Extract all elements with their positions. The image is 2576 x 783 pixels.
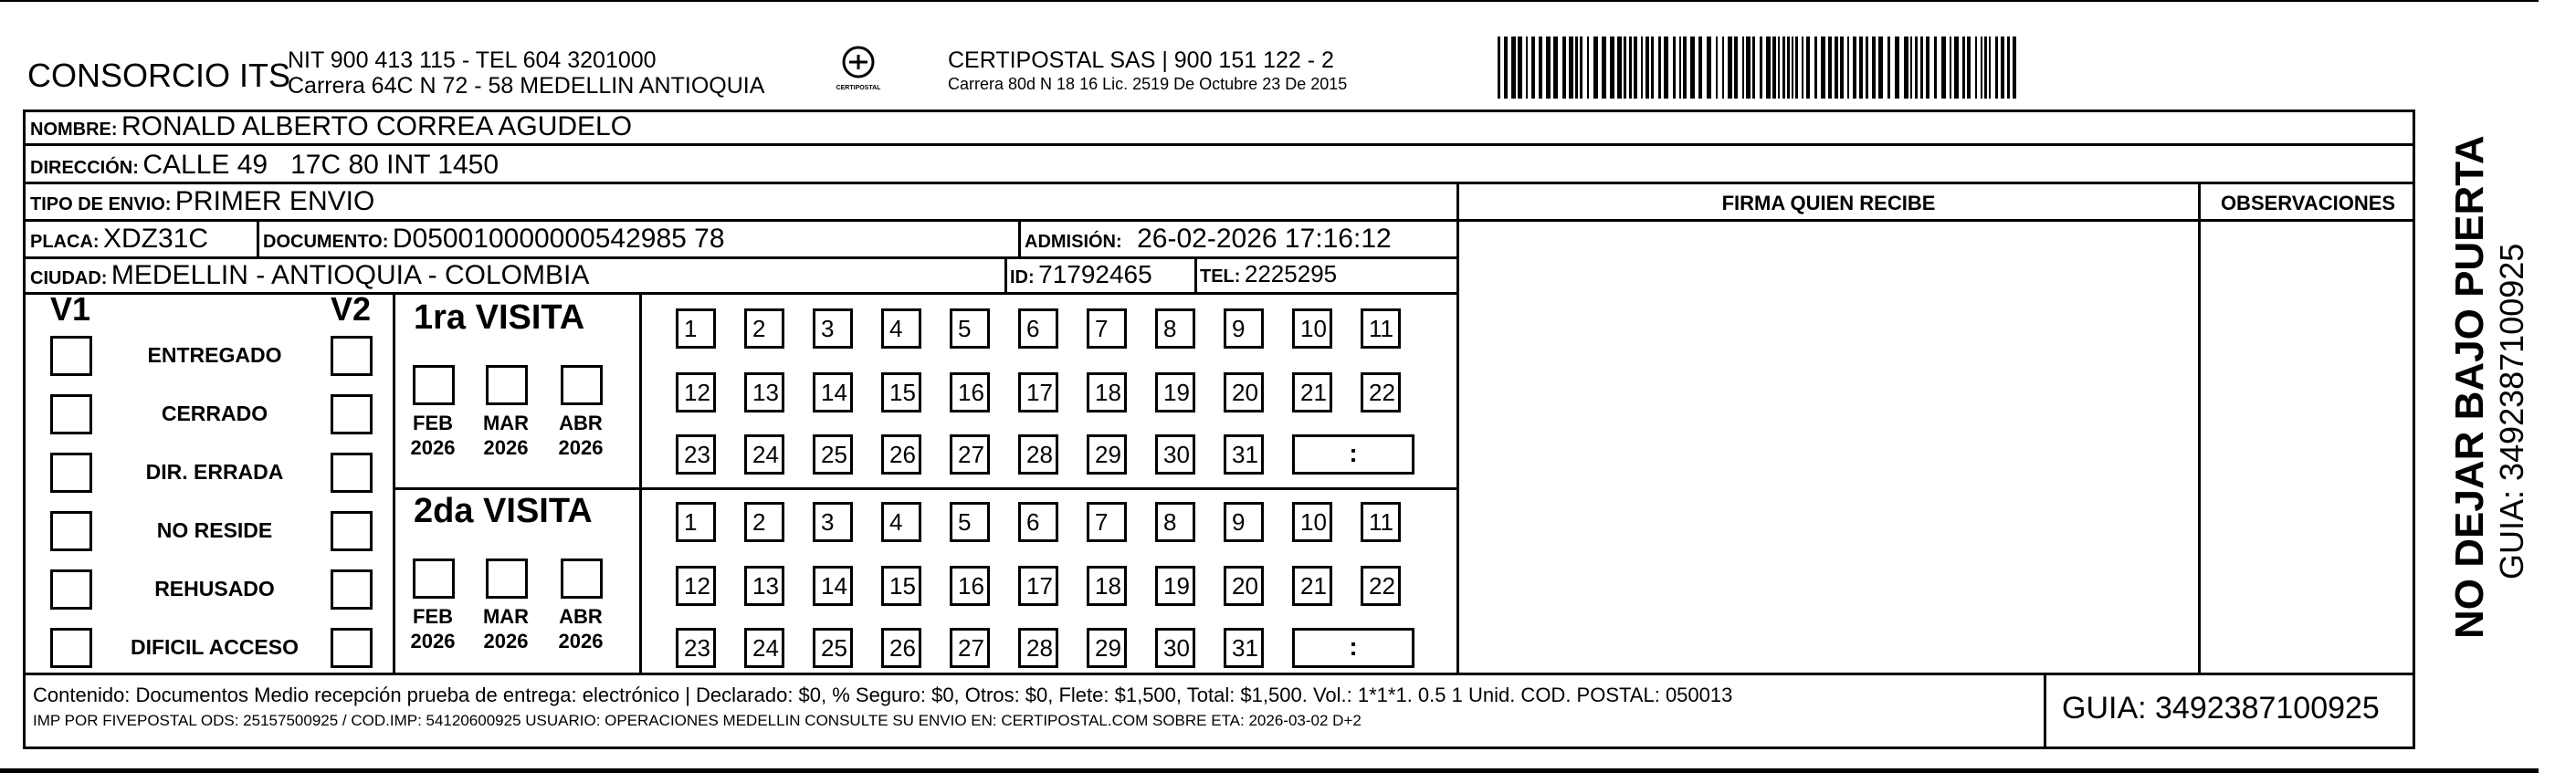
day-box[interactable]: 6 bbox=[1018, 502, 1058, 542]
month-name: FEB bbox=[413, 412, 453, 434]
barcode-bar bbox=[1920, 37, 1923, 99]
barcode-bar bbox=[1629, 37, 1632, 99]
day-box[interactable]: 18 bbox=[1087, 372, 1127, 412]
status-label: NO RESIDE bbox=[156, 518, 273, 542]
v1-checkbox[interactable] bbox=[50, 336, 92, 376]
id-value: 71792465 bbox=[1038, 260, 1152, 288]
barcode-bar bbox=[1580, 37, 1582, 99]
day-box[interactable]: 21 bbox=[1292, 372, 1332, 412]
barcode-bar bbox=[1553, 37, 1558, 99]
barcode-bar bbox=[1624, 37, 1626, 99]
carrier-address: Carrera 80d N 18 16 Lic. 2519 De Octubre 23 De 2015 bbox=[948, 75, 1348, 93]
row-line bbox=[23, 143, 2415, 146]
placa-value: XDZ31C bbox=[103, 224, 209, 254]
day-box[interactable]: 10 bbox=[1292, 308, 1332, 349]
guia-footer: GUIA: 3492387100925 bbox=[2062, 691, 2380, 726]
month-year: 2026 bbox=[558, 436, 604, 459]
placa-row bbox=[30, 224, 208, 255]
barcode-bar bbox=[1806, 37, 1810, 99]
month-name: MAR bbox=[482, 605, 530, 628]
row-line bbox=[23, 256, 1456, 259]
day-box[interactable]: 3 bbox=[813, 308, 853, 349]
barcode-bar bbox=[1859, 37, 1863, 99]
day-box[interactable]: 26 bbox=[881, 434, 921, 475]
barcode-bar bbox=[1915, 37, 1918, 99]
documento-label: DOCUMENTO: bbox=[263, 232, 389, 252]
barcode-bar bbox=[1617, 37, 1622, 99]
barcode-bar bbox=[1742, 37, 1744, 99]
barcode-bar bbox=[1895, 37, 1899, 99]
documento-value: D050010000000542985 78 bbox=[392, 224, 725, 254]
month-year: 2026 bbox=[410, 436, 456, 459]
contenido-line: Contenido: Documentos Medio recepción prueba de entrega: electrónico | Declarado: $0, % Seguro: $0, Otros: $0, Flete: $1,500, Total: $1,500. Vol.: 1*1*1. 0.5 1 Unid. COD. POSTAL: 050013 bbox=[33, 684, 1733, 706]
documento-row bbox=[263, 224, 725, 255]
day-box[interactable]: 29 bbox=[1087, 434, 1127, 475]
barcode-bar bbox=[1967, 37, 1971, 99]
day-box[interactable]: 11 bbox=[1361, 502, 1401, 542]
day-box[interactable]: 13 bbox=[744, 372, 784, 412]
barcode-bar bbox=[1995, 37, 1998, 99]
barcode-bar bbox=[1587, 37, 1589, 99]
tipo-value: PRIMER ENVIO bbox=[174, 186, 375, 216]
barcode-bar bbox=[1498, 37, 1500, 99]
day-box[interactable]: 15 bbox=[881, 566, 921, 606]
barcode-bar bbox=[1610, 37, 1614, 99]
barcode-bar bbox=[1847, 37, 1849, 99]
month-year: 2026 bbox=[558, 630, 604, 652]
day-box[interactable]: 24 bbox=[744, 628, 784, 668]
barcode-bar bbox=[1872, 37, 1876, 99]
barcode-bar bbox=[1772, 37, 1776, 99]
company-nit: NIT 900 413 115 - TEL 604 3201000 bbox=[288, 47, 657, 73]
barcode-bar bbox=[1778, 37, 1780, 99]
barcode-bar bbox=[1664, 37, 1668, 99]
day-box[interactable]: 6 bbox=[1018, 308, 1058, 349]
barcode-bar bbox=[1518, 37, 1522, 99]
day-box[interactable]: 28 bbox=[1018, 434, 1058, 475]
day-box[interactable]: 7 bbox=[1087, 308, 1127, 349]
day-box[interactable]: 2 bbox=[744, 308, 784, 349]
day-box[interactable]: 5 bbox=[950, 308, 990, 349]
barcode-bar bbox=[1866, 37, 1868, 99]
day-box[interactable]: 26 bbox=[881, 628, 921, 668]
barcode-bar bbox=[1673, 37, 1676, 99]
barcode-bar bbox=[1975, 37, 1977, 99]
day-box[interactable]: 17 bbox=[1018, 566, 1058, 606]
barcode-bar bbox=[1910, 37, 1912, 99]
barcode-bar bbox=[1835, 37, 1838, 99]
month-label bbox=[405, 411, 460, 460]
barcode-bar bbox=[1645, 37, 1649, 99]
footer-divider bbox=[2044, 673, 2046, 749]
col-line bbox=[257, 219, 259, 256]
barcode-bar bbox=[1539, 37, 1542, 99]
barcode-bar bbox=[1782, 37, 1785, 99]
barcode-bar bbox=[1926, 37, 1929, 99]
barcode-bar bbox=[1752, 37, 1755, 99]
v2-checkbox[interactable] bbox=[331, 453, 373, 493]
barcode-bar bbox=[2007, 37, 2010, 99]
day-box[interactable]: 19 bbox=[1155, 566, 1195, 606]
status-label: CERRADO bbox=[161, 402, 268, 425]
day-box[interactable]: 23 bbox=[676, 434, 716, 475]
company-address: Carrera 64C N 72 - 58 MEDELLIN ANTIOQUIA bbox=[288, 73, 765, 99]
observaciones-header: OBSERVACIONES bbox=[2220, 192, 2396, 214]
barcode-bar bbox=[1593, 37, 1598, 99]
second-visit-title: 2da VISITA bbox=[414, 492, 593, 530]
day-box[interactable]: 31 bbox=[1224, 434, 1264, 475]
barcode-bar bbox=[1641, 37, 1643, 99]
row-line bbox=[393, 487, 1456, 490]
col-line bbox=[1456, 182, 1459, 675]
row-line bbox=[23, 182, 2415, 184]
tel-row bbox=[1200, 260, 1337, 288]
bottom-rule bbox=[0, 768, 2539, 773]
day-box[interactable]: 16 bbox=[950, 566, 990, 606]
day-box[interactable]: 14 bbox=[813, 372, 853, 412]
month-label bbox=[405, 604, 460, 653]
direccion-label: DIRECCIÓN: bbox=[30, 158, 139, 178]
barcode-bar bbox=[1941, 37, 1946, 99]
day-box[interactable]: 13 bbox=[744, 566, 784, 606]
carrier-name: CERTIPOSTAL SAS | 900 151 122 - 2 bbox=[948, 47, 1334, 73]
month-checkbox[interactable] bbox=[486, 365, 528, 405]
month-year: 2026 bbox=[483, 436, 529, 459]
status-label: DIR. ERRADA bbox=[145, 460, 284, 484]
day-box[interactable]: 23 bbox=[676, 628, 716, 668]
col-line bbox=[1004, 256, 1007, 292]
day-box[interactable]: 8 bbox=[1155, 308, 1195, 349]
status-label: DIFICIL ACCESO bbox=[130, 635, 299, 659]
day-box[interactable]: 3 bbox=[813, 502, 853, 542]
month-checkbox[interactable] bbox=[561, 365, 603, 405]
barcode-bar bbox=[1728, 37, 1732, 99]
barcode-bar bbox=[1546, 37, 1551, 99]
barcode-bar bbox=[1904, 37, 1908, 99]
day-box[interactable]: 9 bbox=[1224, 308, 1264, 349]
barcode-bar bbox=[1814, 37, 1817, 99]
day-box[interactable]: 27 bbox=[950, 434, 990, 475]
placa-label: PLACA: bbox=[30, 232, 100, 252]
v1-checkbox[interactable] bbox=[50, 453, 92, 493]
day-box[interactable]: 2 bbox=[744, 502, 784, 542]
col-line bbox=[393, 292, 395, 675]
v2-checkbox[interactable] bbox=[331, 511, 373, 551]
barcode-bar bbox=[1878, 37, 1883, 99]
day-box[interactable]: 10 bbox=[1292, 502, 1332, 542]
tipo-label: TIPO DE ENVIO: bbox=[30, 194, 172, 214]
row-line bbox=[23, 219, 2415, 222]
month-label bbox=[478, 604, 533, 653]
day-box[interactable]: 21 bbox=[1292, 566, 1332, 606]
barcode-bar bbox=[1962, 37, 1965, 99]
month-name: ABR bbox=[559, 412, 603, 434]
v1-header: V1 bbox=[50, 290, 91, 328]
day-box[interactable]: 5 bbox=[950, 502, 990, 542]
barcode-bar bbox=[1526, 37, 1528, 99]
day-box[interactable]: 9 bbox=[1224, 502, 1264, 542]
day-box[interactable]: 30 bbox=[1155, 434, 1195, 475]
barcode-bar bbox=[1531, 37, 1535, 99]
tel-value: 2225295 bbox=[1244, 260, 1338, 287]
day-box[interactable]: 28 bbox=[1018, 628, 1058, 668]
day-box[interactable]: 4 bbox=[881, 308, 921, 349]
col-line bbox=[2198, 182, 2201, 675]
day-box[interactable]: 12 bbox=[676, 372, 716, 412]
barcode-bar bbox=[1690, 37, 1695, 99]
barcode-bar bbox=[1802, 37, 1803, 99]
day-box[interactable]: 20 bbox=[1224, 372, 1264, 412]
barcode-bar bbox=[1981, 37, 1982, 99]
day-box[interactable]: 7 bbox=[1087, 502, 1127, 542]
barcode bbox=[1498, 37, 2018, 99]
admision-label: ADMISIÓN: bbox=[1025, 232, 1122, 252]
barcode-bar bbox=[1569, 37, 1573, 99]
month-checkbox[interactable] bbox=[413, 559, 455, 599]
col-line bbox=[1018, 219, 1021, 256]
ciudad-value: MEDELLIN - ANTIOQUIA - COLOMBIA bbox=[110, 260, 590, 290]
row-line bbox=[23, 292, 1456, 295]
v1-checkbox[interactable] bbox=[50, 511, 92, 551]
day-box[interactable]: 27 bbox=[950, 628, 990, 668]
id-label: ID: bbox=[1010, 267, 1035, 287]
barcode-bar bbox=[1950, 37, 1951, 99]
v1-checkbox[interactable] bbox=[50, 628, 92, 668]
barcode-bar bbox=[1504, 37, 1508, 99]
certipostal-logo bbox=[826, 44, 890, 99]
barcode-bar bbox=[2013, 37, 2016, 99]
no-dejar-bajo-puerta: NO DEJAR BAJO PUERTA bbox=[2447, 135, 2492, 639]
month-label bbox=[553, 604, 608, 653]
barcode-bar bbox=[1746, 37, 1751, 99]
direccion-row bbox=[30, 150, 499, 181]
month-checkbox[interactable] bbox=[486, 559, 528, 599]
day-box[interactable]: 15 bbox=[881, 372, 921, 412]
barcode-bar bbox=[1716, 37, 1718, 99]
tel-label: TEL: bbox=[1200, 266, 1241, 287]
day-box[interactable]: 14 bbox=[813, 566, 853, 606]
ciudad-label: CIUDAD: bbox=[30, 268, 108, 288]
admision-value: 26-02-2026 17:16:12 bbox=[1137, 224, 1392, 254]
v2-checkbox[interactable] bbox=[331, 569, 373, 610]
status-label: ENTREGADO bbox=[147, 343, 282, 367]
ciudad-row bbox=[30, 260, 589, 291]
barcode-bar bbox=[1821, 37, 1825, 99]
day-box[interactable]: 11 bbox=[1361, 308, 1401, 349]
month-name: FEB bbox=[413, 605, 453, 628]
day-box[interactable]: 4 bbox=[881, 502, 921, 542]
id-row bbox=[1010, 260, 1152, 289]
tipo-row bbox=[30, 186, 374, 217]
day-box[interactable]: 8 bbox=[1155, 502, 1195, 542]
month-checkbox[interactable] bbox=[561, 559, 603, 599]
day-box[interactable]: 12 bbox=[676, 566, 716, 606]
barcode-bar bbox=[1766, 37, 1771, 99]
day-box[interactable]: 18 bbox=[1087, 566, 1127, 606]
barcode-bar bbox=[1984, 37, 1987, 99]
day-box[interactable]: 16 bbox=[950, 372, 990, 412]
col-line bbox=[639, 292, 642, 675]
barcode-bar bbox=[1683, 37, 1687, 99]
day-box[interactable]: 19 bbox=[1155, 372, 1195, 412]
barcode-bar bbox=[1634, 37, 1637, 99]
barcode-bar bbox=[1698, 37, 1702, 99]
barcode-bar bbox=[1934, 37, 1937, 99]
day-box[interactable]: 22 bbox=[1361, 566, 1401, 606]
day-box[interactable]: 22 bbox=[1361, 372, 1401, 412]
v2-checkbox[interactable] bbox=[331, 394, 373, 434]
barcode-bar bbox=[1734, 37, 1738, 99]
month-name: MAR bbox=[482, 412, 530, 434]
first-visit-title: 1ra VISITA bbox=[414, 298, 585, 337]
month-year: 2026 bbox=[410, 630, 456, 652]
day-box[interactable]: 1 bbox=[676, 502, 716, 542]
status-label: REHUSADO bbox=[154, 577, 275, 600]
day-box[interactable]: 25 bbox=[813, 434, 853, 475]
barcode-bar bbox=[1954, 37, 1959, 99]
v2-checkbox[interactable] bbox=[331, 628, 373, 668]
nombre-row bbox=[30, 111, 632, 142]
month-label bbox=[478, 411, 533, 460]
month-label bbox=[553, 411, 608, 460]
barcode-bar bbox=[1602, 37, 1606, 99]
day-box[interactable]: 20 bbox=[1224, 566, 1264, 606]
v1-checkbox[interactable] bbox=[50, 394, 92, 434]
barcode-bar bbox=[1795, 37, 1798, 99]
barcode-bar bbox=[1840, 37, 1844, 99]
v2-checkbox[interactable] bbox=[331, 336, 373, 376]
month-year: 2026 bbox=[483, 630, 529, 652]
barcode-bar bbox=[1989, 37, 1991, 99]
day-box[interactable]: 24 bbox=[744, 434, 784, 475]
barcode-bar bbox=[1760, 37, 1762, 99]
day-box[interactable]: 29 bbox=[1087, 628, 1127, 668]
day-box[interactable]: 17 bbox=[1018, 372, 1058, 412]
barcode-bar bbox=[1828, 37, 1832, 99]
barcode-bar bbox=[1722, 37, 1724, 99]
barcode-bar bbox=[1679, 37, 1681, 99]
barcode-bar bbox=[1658, 37, 1661, 99]
direccion-value: CALLE 49 17C 80 INT 1450 bbox=[142, 150, 499, 180]
barcode-bar bbox=[1853, 37, 1856, 99]
company-name: CONSORCIO ITS bbox=[27, 57, 291, 94]
logo-caption: CERTIPOSTAL bbox=[836, 85, 881, 91]
time-box[interactable]: : bbox=[1292, 628, 1414, 668]
barcode-bar bbox=[2001, 37, 2004, 99]
col-line bbox=[1194, 256, 1197, 292]
barcode-bar bbox=[1787, 37, 1790, 99]
barcode-bar bbox=[1707, 37, 1711, 99]
v1-checkbox[interactable] bbox=[50, 569, 92, 610]
nombre-value: RONALD ALBERTO CORREA AGUDELO bbox=[121, 111, 633, 141]
top-rule bbox=[0, 0, 2539, 2]
barcode-bar bbox=[1575, 37, 1578, 99]
barcode-bar bbox=[1651, 37, 1654, 99]
day-box[interactable]: 1 bbox=[676, 308, 716, 349]
day-box[interactable]: 25 bbox=[813, 628, 853, 668]
month-checkbox[interactable] bbox=[413, 365, 455, 405]
v2-header: V2 bbox=[331, 290, 372, 328]
certipostal-logo-icon bbox=[840, 44, 877, 80]
time-box[interactable]: : bbox=[1292, 434, 1414, 475]
imp-line: IMP POR FIVEPOSTAL ODS: 25157500925 / COD.IMP: 54120600925 USUARIO: OPERACIONES MEDELLIN CONSULTE SU ENVIO EN: CERTIPOSTAL.COM SOBRE ETA: 2026-03-02 D+2 bbox=[33, 712, 1362, 729]
guia-vertical: GUIA: 3492387100925 bbox=[2493, 243, 2530, 579]
firma-header: FIRMA QUIEN RECIBE bbox=[1721, 192, 1936, 214]
day-box[interactable]: 31 bbox=[1224, 628, 1264, 668]
barcode-bar bbox=[1511, 37, 1516, 99]
month-name: ABR bbox=[559, 605, 603, 628]
admision-row bbox=[1025, 224, 1392, 255]
barcode-bar bbox=[1562, 37, 1566, 99]
day-box[interactable]: 30 bbox=[1155, 628, 1195, 668]
nombre-label: NOMBRE: bbox=[30, 120, 118, 140]
barcode-bar bbox=[1887, 37, 1890, 99]
barcode-bar bbox=[1792, 37, 1793, 99]
